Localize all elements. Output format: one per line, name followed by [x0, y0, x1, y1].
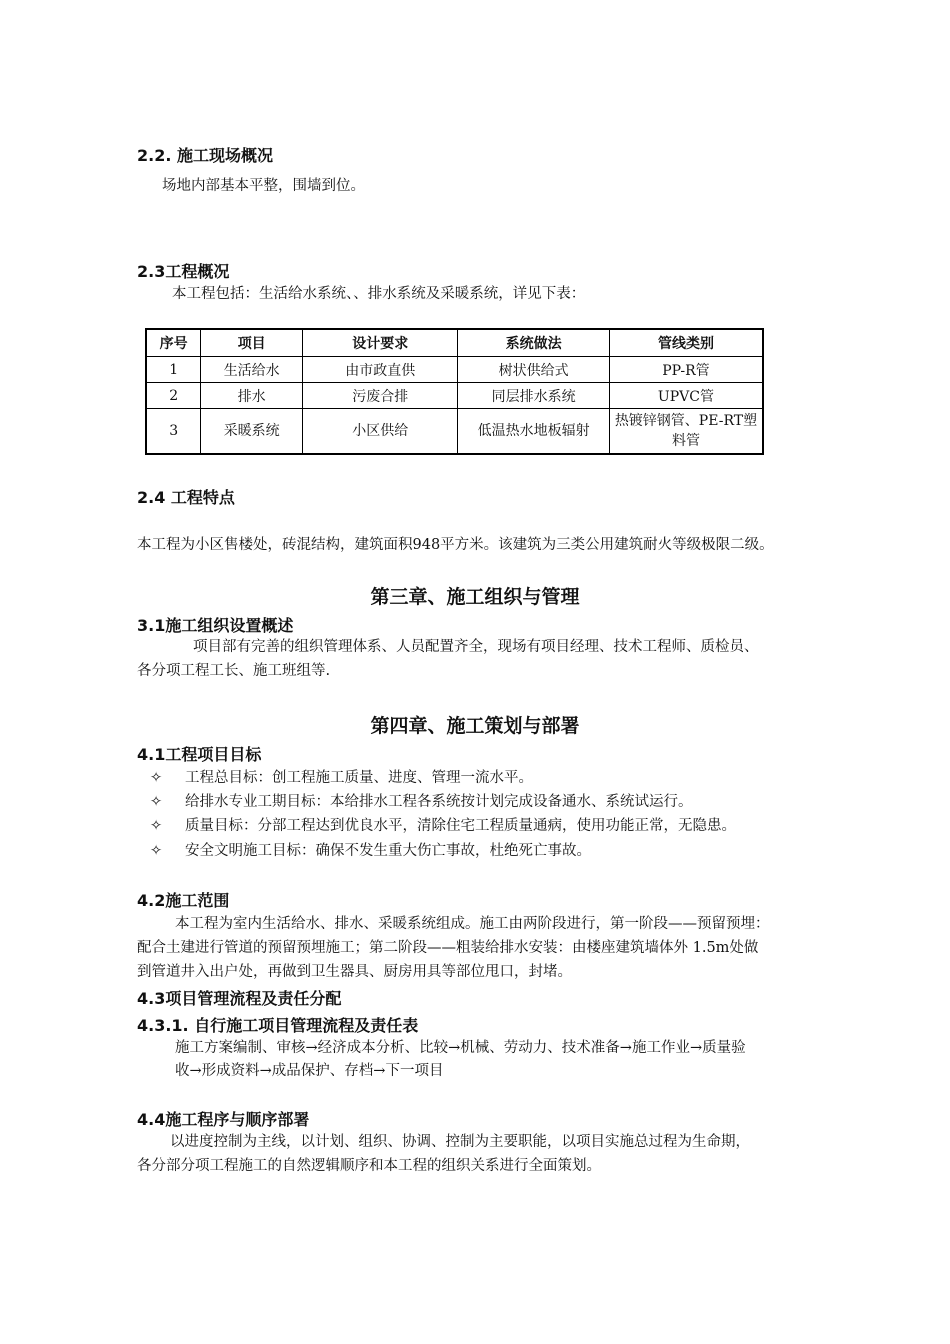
diamond-bullet-icon: ✧ [150, 818, 163, 834]
section-4-3-heading: 4.3项目管理流程及责任分配 [137, 989, 342, 1008]
table-cell: 由市政直供 [303, 357, 458, 383]
table-header-cell: 管线类别 [609, 329, 763, 357]
section-2-3-heading: 2.3工程概况 [137, 262, 230, 281]
section-4-4-line1: 以进度控制为主线，以计划、组织、协调、控制为主要职能，以项目实施总过程为生命期， [170, 1134, 750, 1150]
section-2-3-text: 本工程包括：生活给水系统、、排水系统及采暖系统，详见下表： [172, 286, 586, 302]
table-header-cell: 设计要求 [303, 329, 458, 357]
chapter-3-title: 第三章、施工组织与管理 [370, 586, 580, 608]
section-3-1-line2: 各分项工程工长、施工班组等. [137, 663, 331, 679]
list-item [150, 839, 591, 860]
section-4-4-heading: 4.4施工程序与顺序部署 [137, 1110, 310, 1129]
diamond-bullet-icon: ✧ [150, 794, 163, 810]
list-item [150, 790, 693, 811]
section-4-2-line1: 本工程为室内生活给水、排水、采暖系统组成。施工由两阶段进行，第一阶段——预留预埋： [175, 916, 770, 932]
table-cell: 生活给水 [201, 357, 303, 383]
table-row [146, 409, 763, 455]
section-4-2-line3: 到管道井入出户处，再做到卫生器具、厨房用具等部位甩口，封堵。 [137, 964, 572, 980]
diamond-bullet-icon: ✧ [150, 770, 163, 786]
table-cell: 3 [146, 409, 201, 455]
section-4-2-heading: 4.2施工范围 [137, 891, 230, 910]
chapter-4-title: 第四章、施工策划与部署 [370, 715, 580, 737]
section-2-4-text: 本工程为小区售楼处，砖混结构，建筑面积948平方米。该建筑为三类公用建筑耐火等级极限二级。 [137, 537, 774, 553]
list-item-text: 给排水专业工期目标：本给排水工程各系统按计划完成设备通水、系统试运行。 [185, 794, 693, 810]
table-cell: 低温热水地板辐射 [458, 409, 609, 455]
section-4-2-line2: 配合土建进行管道的预留预埋施工；第二阶段——粗装给排水安装：由楼座建筑墙体外 1.5m处做 [137, 940, 759, 956]
table-row [146, 383, 763, 409]
table-cell: 2 [146, 383, 201, 409]
section-4-3-1-line2: 收→形成资料→成品保护、存档→下一项目 [175, 1063, 444, 1079]
section-4-3-1-line1: 施工方案编制、审核→经济成本分析、比较→机械、劳动力、技术准备→施工作业→质量验 [175, 1040, 746, 1056]
table-header-cell: 项目 [201, 329, 303, 357]
table-header-cell: 系统做法 [458, 329, 609, 357]
project-overview-table [145, 328, 764, 455]
section-3-1-line1: 项目部有完善的组织管理体系、人员配置齐全，现场有项目经理、技术工程师、质检员、 [193, 639, 759, 655]
table-cell: PP-R管 [609, 357, 763, 383]
table-cell: 污废合排 [303, 383, 458, 409]
table-cell: 树状供给式 [458, 357, 609, 383]
table-header-cell: 序号 [146, 329, 201, 357]
list-item [150, 766, 533, 787]
list-item-text: 质量目标：分部工程达到优良水平，清除住宅工程质量通病，使用功能正常，无隐患。 [185, 818, 736, 834]
section-4-1-heading: 4.1工程项目目标 [137, 745, 262, 764]
section-2-2-text: 场地内部基本平整，围墙到位。 [162, 178, 365, 194]
table-cell: 小区供给 [303, 409, 458, 455]
section-3-1-heading: 3.1施工组织设置概述 [137, 616, 294, 635]
table-cell: 同层排水系统 [458, 383, 609, 409]
table-cell: UPVC管 [609, 383, 763, 409]
diamond-bullet-icon: ✧ [150, 843, 163, 859]
section-4-3-1-heading: 4.3.1. 自行施工项目管理流程及责任表 [137, 1016, 419, 1035]
table-row [146, 357, 763, 383]
table-cell: 热镀锌钢管、PE-RT塑料管 [609, 409, 763, 455]
section-2-2-heading: 2.2. 施工现场概况 [137, 146, 273, 165]
table-cell: 采暖系统 [201, 409, 303, 455]
section-4-4-line2: 各分部分项工程施工的自然逻辑顺序和本工程的组织关系进行全面策划。 [137, 1158, 601, 1174]
section-2-4-heading: 2.4 工程特点 [137, 488, 235, 507]
list-item [150, 814, 736, 835]
list-item-text: 安全文明施工目标：确保不发生重大伤亡事故，杜绝死亡事故。 [185, 843, 591, 859]
table-header-row [146, 329, 763, 357]
table-cell: 1 [146, 357, 201, 383]
list-item-text: 工程总目标：创工程施工质量、进度、管理一流水平。 [185, 770, 533, 786]
table-cell: 排水 [201, 383, 303, 409]
